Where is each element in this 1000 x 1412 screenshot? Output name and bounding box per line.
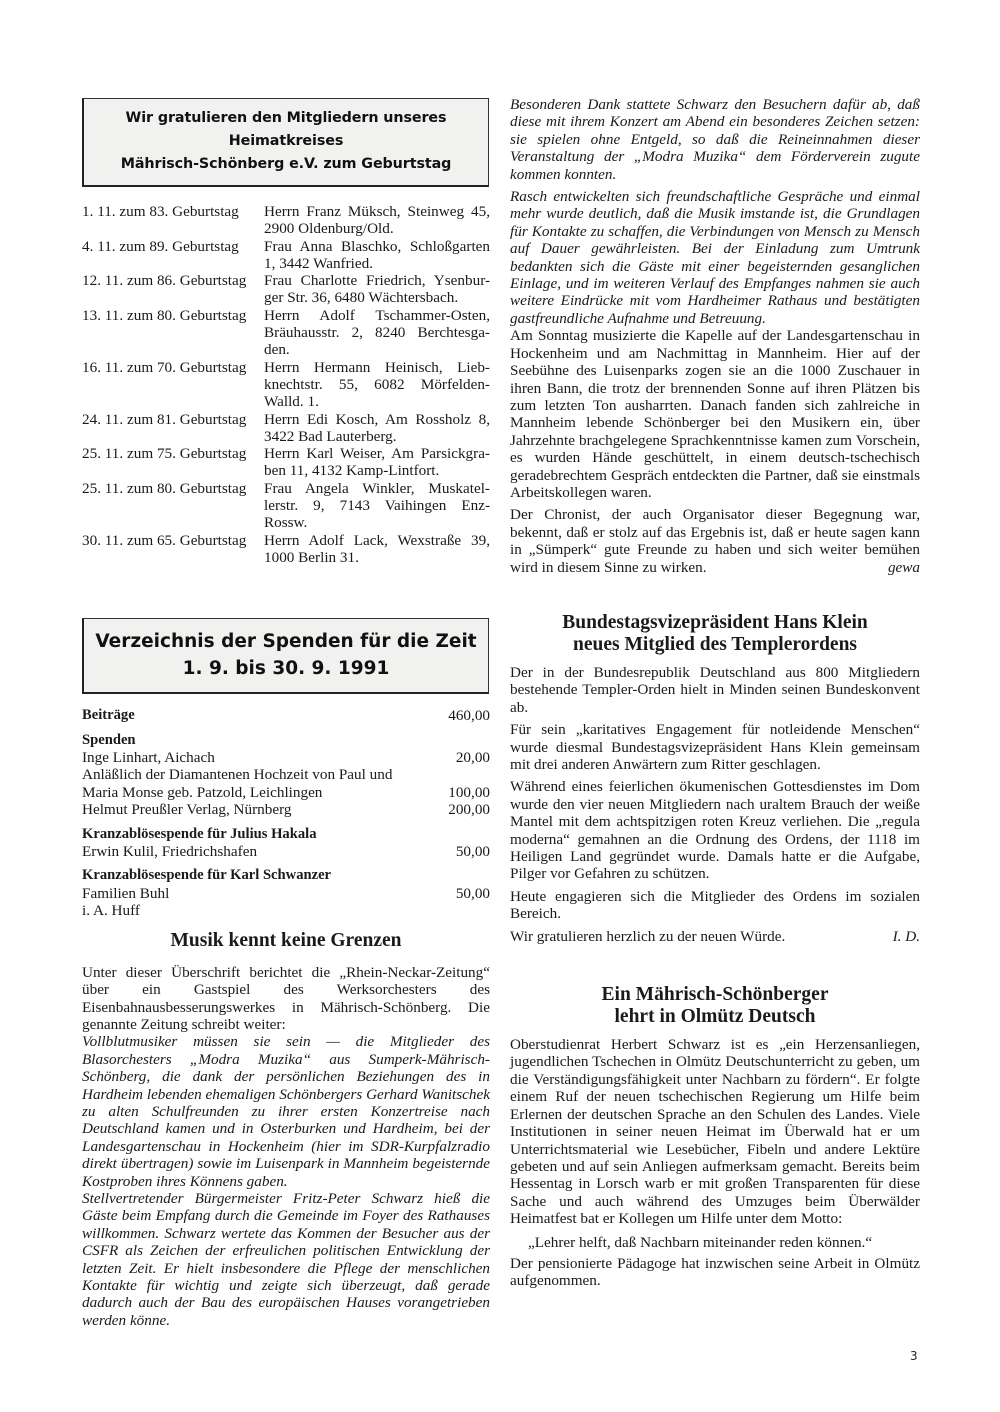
donation-amount: 50,00	[455, 843, 490, 861]
birthday-date: 12. 11. zum 86. Geburtstag	[82, 272, 247, 290]
birthday-entry	[82, 532, 490, 567]
donation-row	[82, 766, 490, 783]
birthday-recipient	[264, 272, 490, 307]
birthday-entry	[82, 480, 490, 532]
donation-amount: 200,00	[448, 801, 490, 819]
birthday-recipient-line: Frau Charlotte Friedrich, Ysenbur-	[264, 272, 490, 290]
donation-label: i. A. Huff	[82, 902, 140, 920]
article-musik-quote-3: Besonderen Dank stattete Schwarz den Besuchern dafür ab, daß diese mit ihrem Konzert am Abend ein besonderes Zeichen setzen: sie spielen ohne Entgeld, so daß die Reineinnahmen dieser Veranstaltung der „Modra Muzika“ dem Förderverein zugute kommen konnten.	[510, 96, 920, 183]
donation-label: Inge Linhart, Aichach	[82, 749, 215, 767]
birthday-entry	[82, 238, 490, 273]
birthday-recipient-line: Frau Anna Blaschko, Schloßgarten	[264, 237, 490, 255]
donation-amount: 100,00	[448, 783, 490, 801]
donation-row	[82, 843, 490, 860]
birthday-recipient-line: 1, 3442 Wanfried.	[264, 254, 374, 272]
donation-row	[82, 801, 490, 818]
birthday-recipient-line: knechtstr. 55, 6082 Mörfelden-	[264, 375, 490, 393]
donation-group-heading: Spenden	[82, 731, 136, 748]
article-musik-quote-1: Vollblutmusiker müssen sie sein — die Mitglieder des Blasorchesters „Modra Muzika“ aus Sumperk-Mährisch-Schönberg, die dank der persönlichen Beziehungen des in Hardheim lebenden ehemaligen Schönbergers Gerhard Wanitschek zu alten Schulfreunden zu ihrer ersten Konzertreise nach Deutschland kamen und in Osterburken und Hardheim, bei der Landesgartenschau in Hockenheim (hier im SDR-Kurpfalzradio direkt übertragen) sowie im Luisenpark in Mannheim begeisternde Kostproben ihres Könnens gaben.	[82, 1033, 490, 1190]
birthday-recipient	[264, 445, 490, 480]
birthday-recipient	[264, 480, 490, 532]
birthday-recipient-line: Herrn Karl Weiser, Am Parsickgra-	[264, 445, 490, 463]
birthday-recipient	[264, 203, 490, 238]
donation-row	[82, 707, 490, 724]
donation-label: Erwin Kulil, Friedrichshafen	[82, 843, 258, 861]
article-musik-quote-2: Stellvertretender Bürgermeister Fritz-Peter Schwarz hieß die Gäste beim Empfang durch die Gemeinde im Foyer des Rathauses willkommen. Schwarz wertete das Kommen der Besucher aus der CSFR als Zeichen der erfreulichen politischen Entwicklung der letzten Zeit. Er hielt insbesondere die Pflege der menschlichen Kontakte für wichtig und zeigte sich überzeugt, daß gerade dadurch auch der Bau des europäischen Hauses vorangetrieben werden könne.	[82, 1189, 490, 1329]
article-musik-title: Musik kennt keine Grenzen	[170, 929, 402, 951]
article-klein-title	[510, 612, 920, 656]
donations-header-box	[82, 618, 489, 694]
birthday-recipient	[264, 238, 490, 273]
article-olmuetz-title-line1: Ein Mährisch-Schönberger	[601, 984, 829, 1006]
right-column	[510, 96, 920, 1290]
article-klein-p3: Während eines feierlichen ökumenischen Gottesdienstes im Dom wurde den vier neuen Mitgliedern nach uraltem Brauch der weiße Mantel mit dem achtspitzigen roten Kreuz verliehen. Die „regula moderna“ gemahnen an die Ordnung des Ordens, der 1118 im Heiligen Land gegründet wurde. Damals hatte er die Aufgabe, Pilger vor Gefahren zu schützen.	[510, 778, 920, 883]
birthday-entry	[82, 445, 490, 480]
birthday-recipient-line: 3422 Bad Lauterberg.	[264, 427, 397, 445]
birthday-header-box	[82, 98, 489, 187]
birthday-title-line2: Mährisch-Schönberg e.V. zum Geburtstag	[120, 156, 452, 172]
birthday-recipient-line: 2900 Oldenburg/Old.	[264, 220, 394, 238]
article-olmuetz-motto: „Lehrer helft, daß Nachbarn miteinander reden können.“	[528, 1233, 873, 1251]
birthday-recipient	[264, 307, 490, 359]
article-klein-p5-text: Wir gratulieren herzlich zu der neuen Würde.	[510, 927, 786, 945]
birthday-recipient-line: Frau Angela Winkler, Muskatel-	[264, 479, 490, 497]
article-klein-p5	[510, 928, 920, 945]
article-musik-body-2	[510, 506, 920, 576]
birthday-date: 1. 11. zum 83. Geburtstag	[82, 203, 239, 220]
donation-label: Maria Monse geb. Patzold, Leichlingen	[82, 783, 323, 801]
birthday-recipient-line: Walld. 1.	[264, 393, 319, 411]
donation-amount: 460,00	[448, 707, 490, 725]
page-number: 3	[910, 1349, 918, 1363]
article-klein-title-line1: Bundestagsvizepräsident Hans Klein	[562, 611, 868, 633]
birthday-recipient-line: Herrn Hermann Heinisch, Lieb-	[264, 358, 490, 376]
donation-label: Familien Buhl	[82, 884, 170, 902]
birthday-recipient-line: lerstr. 9, 7143 Vaihingen Enz-	[264, 497, 490, 515]
donation-group-heading: Kranzablösespende für Julius Hakala	[82, 825, 317, 842]
article-musik-body-2-text: Der Chronist, der auch Organisator dieser Begegnung war, bekennt, daß er stolz auf das Ergebnis ist, daß er heute sagen kann in „Sümperk“ gute Freunde zu haben und sich weiter bemühen wird in diesem Sinne zu wirken.	[510, 506, 920, 576]
birthday-date: 16. 11. zum 70. Geburtstag	[82, 358, 247, 376]
birthday-recipient-line: ger Str. 36, 6480 Wächtersbach.	[264, 289, 459, 307]
birthday-recipient	[264, 411, 490, 446]
donation-label: Helmut Preußler Verlag, Nürnberg	[82, 801, 292, 819]
article-musik-signature: gewa	[887, 558, 920, 576]
article-olmuetz-title	[510, 984, 920, 1028]
birthday-entry	[82, 307, 490, 359]
donation-group-spenden	[82, 732, 490, 819]
donations-list	[82, 707, 490, 919]
birthday-recipient-line: Bräuhausstr. 2, 8240 Berchtesga-	[264, 324, 490, 342]
donation-row	[82, 885, 490, 902]
article-olmuetz-p1: Oberstudienrat Herbert Schwarz ist es „ein Herzensanliegen, jugendlichen Tschechen in Olmütz Deutschunterricht zu geben, um die Verständigungsfähigkeit unter Nachbarn zu fördern“. Er folgte einem Ruf der neuen tschechischen Regierung um Hilfe beim Erlernen der deutschen Sprache an den Schulen des Landes. Viele Institutionen in seiner neuen Heimat im Überwald hat er um Unterrichtsmaterial wie Lesebücher, Fibeln und andere Lektüre gebeten und auf sein Anliegen aufmerksam gemacht. Bereits beim Hessentag in Lorsch warb er mit großen Transparenten für diese Sache und auch während des Umzuges beim Überwälder Heimatfest bat er Kollegen um Hilfe unter dem Motto:	[510, 1036, 920, 1228]
donation-group-beitraege	[82, 707, 490, 724]
birthday-date: 25. 11. zum 75. Geburtstag	[82, 445, 247, 463]
donation-label: Anläßlich der Diamantenen Hochzeit von Paul und	[82, 766, 393, 784]
donation-amount: 50,00	[455, 884, 490, 902]
birthday-entry	[82, 272, 490, 307]
article-klein-p4: Heute engagieren sich die Mitglieder des Ordens im sozialen Bereich.	[510, 887, 920, 923]
article-klein-p1: Der in der Bundesrepublik Deutschland aus 800 Mitgliedern bestehende Templer-Orden hielt in Minden seinen Bundeskonvent ab.	[510, 663, 920, 716]
article-olmuetz-p2: Der pensionierte Pädagoge hat inzwischen seine Arbeit in Olmütz aufgenommen.	[510, 1254, 920, 1290]
article-olmuetz-title-line2: lehrt in Olmütz Deutsch	[614, 1006, 816, 1028]
birthday-title-line1: Wir gratulieren den Mitgliedern unseres Heimatkreises	[125, 110, 447, 149]
donation-group-schwanzer	[82, 867, 490, 919]
article-musik-body-1: Am Sonntag musizierte die Kapelle auf der Landesgartenschau in Hockenheim und am Nachmittag in Mannheim. Hier auf der Seebühne des Luisenparks zogen sie an die 1000 Zuschauer in ihren Bann, die trotz der brennenden Sonne auf ihren Plätzen bis zum letzten Ton ausharrten. Danach fanden sich zahlreiche in Mannheim lebende Schönberger bei den Musikern ein, über Jahrzehnte brachgelegene Sprachkenntnisse kamen zum Vorschein, es wurden Hände geschüttelt, in einem deutsch-tschechisch geradebrechtem Gespräch entdeckten die Partner, daß sie einstmals Arbeitskollegen waren.	[510, 327, 920, 501]
article-musik-quote-4: Rasch entwickelten sich freundschaftliche Gespräche und einmal mehr wurde deutlich, daß die Musik imstande ist, die Grundlagen für Kontakte zu schaffen, die Verbindungen von Mensch zu Mensch auf Dauer gewährleisten. Bei der Einladung zum Umtrunk bedankten sich die Gäste mit einer begeisternden gesanglichen Einlage, und im weiteren Verlauf des Empfanges nahmen sie auch weitere Eindrücke mit vom Hardheimer Rathaus und bestätigten gastfreundliche Aufnahme und Betreuung.	[510, 188, 920, 327]
donation-label: Beiträge	[82, 707, 135, 724]
article-musik-intro: Unter dieser Überschrift berichtet die „Rhein-Neckar-Zeitung“ über ein Gastspiel des Werksorchesters des Eisenbahnausbesserungswerkes in Mährisch-Schönberg. Die genannte Zeitung schreibt weiter:	[82, 963, 490, 1033]
birthday-recipient	[264, 532, 490, 567]
donation-row	[82, 749, 490, 766]
birthday-date: 24. 11. zum 81. Geburtstag	[82, 410, 247, 428]
birthday-recipient-line: Rossw.	[264, 514, 308, 532]
donation-row	[82, 902, 490, 919]
birthday-recipient-line: Herrn Franz Müksch, Steinweg 45,	[264, 203, 490, 220]
birthday-entry	[82, 359, 490, 411]
donation-row	[82, 784, 490, 801]
birthday-recipient-line: den.	[264, 341, 290, 359]
article-klein-title-line2: neues Mitglied des Templerordens	[572, 633, 858, 655]
birthday-date: 13. 11. zum 80. Geburtstag	[82, 306, 247, 324]
birthday-recipient-line: 1000 Berlin 31.	[264, 548, 359, 566]
birthday-date: 4. 11. zum 89. Geburtstag	[82, 237, 239, 255]
birthday-date: 25. 11. zum 80. Geburtstag	[82, 479, 247, 497]
donations-title-line2: 1. 9. bis 30. 9. 1991	[182, 658, 390, 680]
donation-group-hakala	[82, 826, 490, 861]
article-klein-signature: I. D.	[892, 927, 920, 945]
donations-title-line1: Verzeichnis der Spenden für die Zeit	[95, 631, 477, 653]
birthday-recipient-line: Herrn Adolf Lack, Wexstraße 39,	[264, 531, 490, 549]
article-klein-p2: Für sein „karitatives Engagement für notleidende Menschen“ wurde diesmal Bundestagsvizepräsident Hans Klein gemeinsam mit drei anderen Anwärtern zum Ritter geschlagen.	[510, 721, 920, 773]
birthday-recipient-line: Herrn Adolf Tschammer-Osten,	[264, 306, 490, 324]
birthday-recipient	[264, 359, 490, 411]
birthday-entry	[82, 203, 490, 238]
birthday-date: 30. 11. zum 65. Geburtstag	[82, 531, 247, 549]
left-column	[82, 98, 490, 1329]
birthday-entry	[82, 411, 490, 446]
birthday-list	[82, 203, 490, 566]
birthday-recipient-line: ben 11, 4132 Kamp-Lintfort.	[264, 462, 440, 480]
birthday-recipient-line: Herrn Edi Kosch, Am Rossholz 8,	[264, 410, 490, 428]
donation-amount: 20,00	[455, 749, 490, 767]
donation-group-heading: Kranzablösespende für Karl Schwanzer	[82, 867, 332, 884]
